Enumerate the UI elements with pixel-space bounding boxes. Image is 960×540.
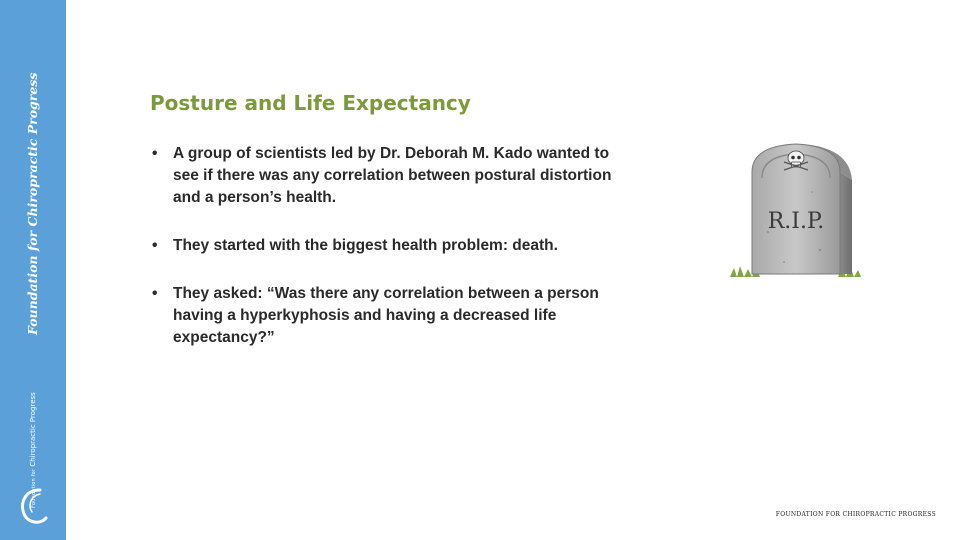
logo-main-text: Chiropractic Progress — [29, 392, 37, 467]
bullet-item — [150, 283, 625, 349]
bullet-marker: • — [152, 237, 158, 254]
bullet-text: They started with the biggest health problem: death. — [173, 237, 558, 254]
sidebar — [0, 0, 66, 540]
bullet-text: A group of scientists led by Dr. Deborah M. Kado wanted to see if there was any correlation between postural distortion and a person’s health. — [173, 145, 612, 206]
tombstone-image — [728, 132, 863, 280]
footer-text: FOUNDATION FOR CHIROPRACTIC PROGRESS — [775, 511, 936, 518]
slide-title: Posture and Life Expectancy — [150, 91, 471, 115]
logo-text — [27, 392, 39, 508]
bullet-text: They asked: “Was there any correlation between a person having a hyperkyphosis and having a decreased life expectancy?” — [173, 285, 599, 346]
bullet-item — [150, 235, 625, 257]
sidebar-brand-text: Foundation for Chiropractic Progress — [25, 72, 40, 335]
logo-small-text: Foundation for — [31, 468, 37, 508]
bullet-list — [150, 143, 625, 375]
bullet-marker: • — [152, 285, 158, 302]
bullet-item — [150, 143, 625, 209]
tombstone-icon — [728, 132, 863, 280]
tombstone-inscription: R.I.P. — [767, 209, 825, 234]
bullet-marker: • — [152, 145, 158, 162]
